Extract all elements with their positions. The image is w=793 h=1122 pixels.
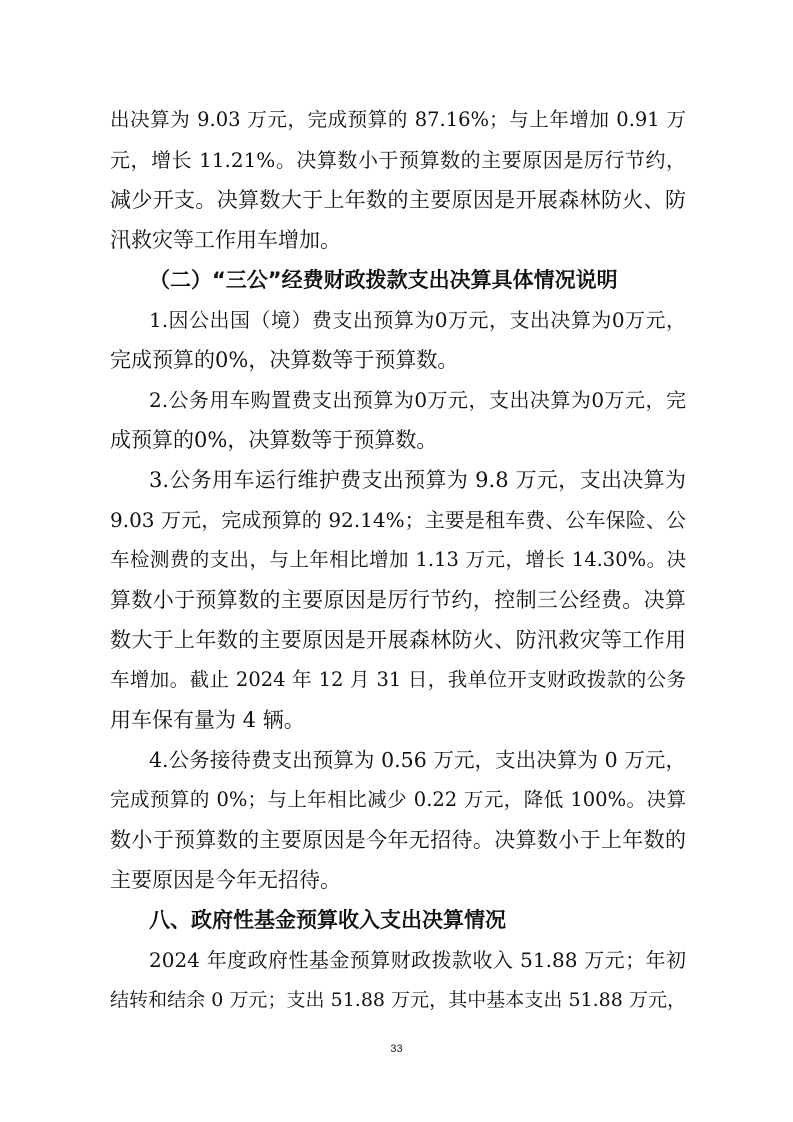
- paragraph-line: 用车保有量为 4 辆。: [110, 708, 305, 732]
- paragraph-line: 数小于预算数的主要原因是今年无招待。决算数小于上年数的: [110, 828, 686, 852]
- paragraph-line: 主要原因是今年无招待。: [110, 868, 341, 892]
- paragraph-line: 元，增长 11.21%。决算数小于预算数的主要原因是厉行节约，: [110, 148, 686, 172]
- paragraph-line: 车增加。截止 2024 年 12 月 31 日，我单位开支财政拨款的公务: [110, 668, 686, 691]
- paragraph-line: 车检测费的支出，与上年相比增加 1.13 万元，增长 14.30%。决: [110, 548, 686, 571]
- paragraph-line: 算数小于预算数的主要原因是厉行节约，控制三公经费。决算: [110, 588, 686, 612]
- paragraph-line: 汛救灾等工作用车增加。: [110, 228, 341, 252]
- paragraph-line: 结转和结余 0 万元；支出 51.88 万元，其中基本支出 51.88 万元，: [110, 989, 686, 1011]
- paragraph-line: 9.03 万元，完成预算的 92.14%；主要是租车费、公车保险、公: [110, 508, 686, 532]
- paragraph-line: 出决算为 9.03 万元，完成预算的 87.16%；与上年增加 0.91 万: [110, 108, 686, 131]
- paragraph-line: 成预算的0%，决算数等于预算数。: [110, 428, 438, 452]
- section-heading: 八、政府性基金预算收入支出决算情况: [149, 908, 506, 932]
- paragraph-line: 数大于上年数的主要原因是开展森林防火、防汛救灾等工作用: [110, 628, 686, 652]
- paragraph-line: 完成预算的0%，决算数等于预算数。: [110, 348, 459, 372]
- page-number: 33: [390, 1043, 403, 1055]
- section-heading: （二）“三公”经费财政拨款支出决算具体情况说明: [149, 268, 618, 292]
- paragraph-line: 1.因公出国（境）费支出预算为0万元，支出决算为0万元，: [149, 308, 686, 332]
- paragraph-line: 4.公务接待费支出预算为 0.56 万元，支出决算为 0 万元，: [149, 748, 686, 772]
- paragraph-line: 2024 年度政府性基金预算财政拨款收入 51.88 万元；年初: [149, 948, 686, 972]
- paragraph-line: 减少开支。决算数大于上年数的主要原因是开展森林防火、防: [110, 188, 686, 212]
- paragraph-line: 2.公务用车购置费支出预算为0万元，支出决算为0万元，完: [149, 388, 686, 412]
- paragraph-line: 3.公务用车运行维护费支出预算为 9.8 万元，支出决算为: [149, 468, 686, 492]
- paragraph-line: 完成预算的 0%；与上年相比减少 0.22 万元，降低 100%。决算: [110, 788, 686, 811]
